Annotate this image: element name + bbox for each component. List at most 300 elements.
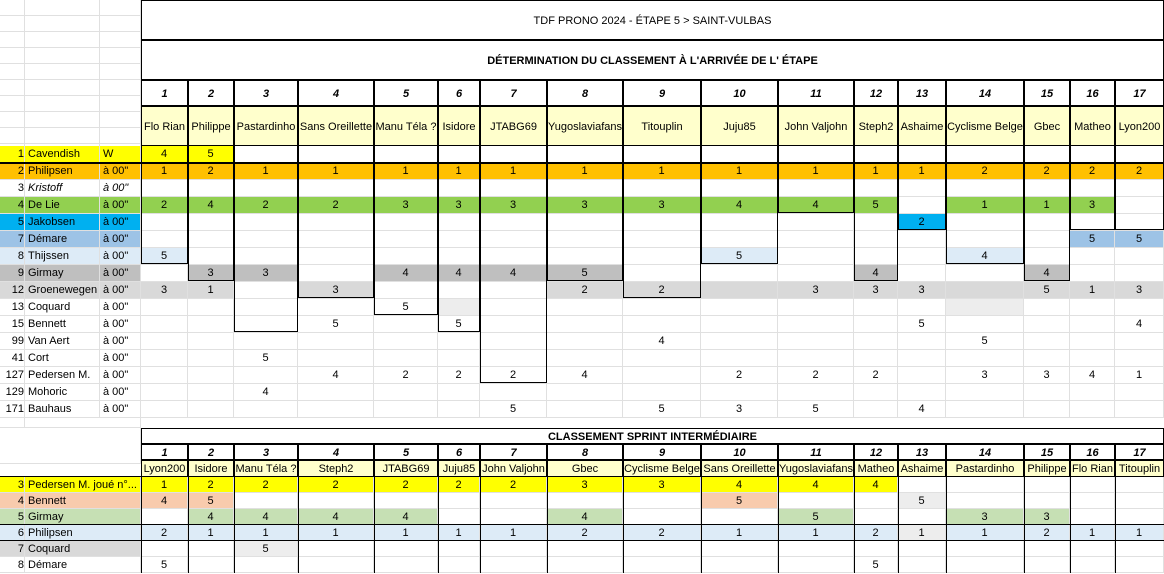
prediction-cell[interactable]: 3	[778, 282, 854, 299]
prediction-cell[interactable]: 3	[898, 282, 946, 299]
prediction-cell[interactable]	[946, 350, 1024, 367]
prediction-cell[interactable]	[778, 248, 854, 265]
prediction-cell[interactable]	[1024, 180, 1070, 197]
rider-time[interactable]: à 00"	[100, 282, 141, 299]
prediction-cell[interactable]: 1	[898, 163, 946, 180]
prediction-cell[interactable]	[1115, 265, 1164, 282]
empty-cell[interactable]	[0, 414, 25, 428]
prediction-cell[interactable]: 5	[623, 401, 701, 418]
prediction-cell[interactable]	[547, 231, 623, 248]
sprint-cell[interactable]	[623, 493, 701, 509]
player-number[interactable]: 7	[480, 80, 547, 106]
prediction-cell[interactable]	[480, 333, 547, 350]
prediction-cell[interactable]: 1	[547, 163, 623, 180]
player-name[interactable]: Pastardinho	[234, 106, 298, 146]
prediction-cell[interactable]	[854, 401, 898, 418]
prediction-cell[interactable]	[141, 299, 188, 316]
prediction-cell[interactable]	[1024, 248, 1070, 265]
player-number[interactable]: 1	[141, 80, 188, 106]
prediction-cell[interactable]: 2	[701, 367, 778, 384]
prediction-cell[interactable]	[701, 146, 778, 163]
prediction-cell[interactable]: 1	[1024, 197, 1070, 214]
prediction-cell[interactable]: 3	[1024, 367, 1070, 384]
sprint-cell[interactable]	[188, 557, 234, 573]
prediction-cell[interactable]	[1070, 248, 1115, 265]
prediction-cell[interactable]	[234, 146, 298, 163]
sprint-cell[interactable]	[946, 493, 1024, 509]
prediction-cell[interactable]: 1	[778, 163, 854, 180]
rider-number[interactable]: 171	[0, 401, 25, 418]
sprint-rider-name[interactable]: Bennett	[25, 493, 141, 509]
prediction-cell[interactable]	[141, 384, 188, 401]
prediction-cell[interactable]	[1115, 146, 1164, 163]
prediction-cell[interactable]	[141, 401, 188, 418]
player-number[interactable]: 2	[188, 80, 234, 106]
prediction-cell[interactable]: 3	[1070, 197, 1115, 214]
player-number[interactable]: 9	[623, 80, 701, 106]
rider-time[interactable]: à 00"	[100, 214, 141, 231]
prediction-cell[interactable]	[1115, 248, 1164, 265]
player-name[interactable]: Manu Téla ?	[374, 106, 438, 146]
prediction-cell[interactable]	[234, 180, 298, 197]
prediction-cell[interactable]: 1	[141, 163, 188, 180]
rider-name[interactable]: Coquard	[25, 299, 100, 316]
prediction-cell[interactable]	[701, 265, 778, 282]
sprint-cell[interactable]	[234, 493, 298, 509]
prediction-cell[interactable]: 2	[1024, 163, 1070, 180]
sprint-cell[interactable]	[854, 541, 898, 557]
player-name[interactable]: Philippe	[188, 106, 234, 146]
prediction-cell[interactable]: 1	[298, 163, 374, 180]
prediction-cell[interactable]	[1070, 384, 1115, 401]
player-name[interactable]: Juju85	[701, 106, 778, 146]
sprint-cell[interactable]: 2	[188, 477, 234, 493]
prediction-cell[interactable]	[1115, 401, 1164, 418]
rider-name[interactable]: Cort	[25, 350, 100, 367]
rider-number[interactable]: 3	[0, 180, 25, 197]
sprint-player-name[interactable]: Ashaime	[898, 460, 946, 477]
prediction-cell[interactable]: 3	[234, 265, 298, 282]
rider-number[interactable]: 2	[0, 163, 25, 180]
sprint-cell[interactable]: 1	[438, 525, 480, 541]
sprint-cell[interactable]: 1	[298, 525, 374, 541]
prediction-cell[interactable]	[623, 146, 701, 163]
prediction-cell[interactable]	[778, 350, 854, 367]
sprint-title[interactable]: CLASSEMENT SPRINT INTERMÉDIAIRE	[141, 428, 1164, 444]
prediction-cell[interactable]	[234, 333, 298, 350]
sprint-rider-number[interactable]: 3	[0, 477, 25, 493]
prediction-cell[interactable]: 3	[298, 282, 374, 299]
sprint-cell[interactable]	[854, 509, 898, 525]
prediction-cell[interactable]	[623, 384, 701, 401]
sprint-rider-name[interactable]: Démare	[25, 557, 141, 573]
prediction-cell[interactable]	[623, 214, 701, 231]
empty-cell[interactable]	[25, 48, 100, 64]
prediction-cell[interactable]: 3	[188, 265, 234, 282]
prediction-cell[interactable]	[898, 197, 946, 214]
sprint-player-name[interactable]: Matheo	[854, 460, 898, 477]
empty-cell[interactable]	[25, 16, 100, 32]
sheet-title[interactable]: TDF PRONO 2024 - ÉTAPE 5 > SAINT-VULBAS	[141, 0, 1164, 40]
sprint-player-number[interactable]: 15	[1024, 444, 1070, 460]
rider-name[interactable]: Philipsen	[25, 163, 100, 180]
prediction-cell[interactable]	[298, 180, 374, 197]
player-name[interactable]: John Valjohn	[778, 106, 854, 146]
rider-name[interactable]: Van Aert	[25, 333, 100, 350]
prediction-cell[interactable]	[1024, 146, 1070, 163]
rider-time[interactable]: à 00"	[100, 163, 141, 180]
sprint-cell[interactable]: 2	[1024, 525, 1070, 541]
prediction-cell[interactable]	[1070, 265, 1115, 282]
prediction-cell[interactable]: 4	[1024, 265, 1070, 282]
rider-name[interactable]: Cavendish	[25, 146, 100, 163]
prediction-cell[interactable]	[898, 367, 946, 384]
prediction-cell[interactable]	[778, 265, 854, 282]
player-number[interactable]: 5	[374, 80, 438, 106]
sprint-cell[interactable]	[547, 557, 623, 573]
empty-cell[interactable]	[100, 16, 141, 32]
prediction-cell[interactable]	[854, 214, 898, 231]
sprint-player-number[interactable]: 12	[854, 444, 898, 460]
sprint-cell[interactable]	[1115, 557, 1164, 573]
prediction-cell[interactable]	[141, 180, 188, 197]
prediction-cell[interactable]	[701, 350, 778, 367]
prediction-cell[interactable]	[438, 214, 480, 231]
prediction-cell[interactable]	[141, 265, 188, 282]
player-number[interactable]: 13	[898, 80, 946, 106]
rider-name[interactable]: Thijssen	[25, 248, 100, 265]
prediction-cell[interactable]	[298, 350, 374, 367]
sprint-cell[interactable]	[1024, 493, 1070, 509]
sprint-player-number[interactable]: 3	[234, 444, 298, 460]
empty-cell[interactable]	[25, 64, 100, 80]
sprint-player-name[interactable]: Lyon200	[141, 460, 188, 477]
sprint-cell[interactable]	[480, 509, 547, 525]
prediction-cell[interactable]	[946, 384, 1024, 401]
prediction-cell[interactable]: 3	[1115, 282, 1164, 299]
prediction-cell[interactable]	[480, 316, 547, 333]
sprint-cell[interactable]	[374, 557, 438, 573]
prediction-cell[interactable]	[623, 248, 701, 265]
prediction-cell[interactable]: 3	[623, 197, 701, 214]
sprint-player-number[interactable]: 10	[701, 444, 778, 460]
sprint-cell[interactable]	[374, 493, 438, 509]
prediction-cell[interactable]: 1	[854, 163, 898, 180]
prediction-cell[interactable]: 4	[438, 265, 480, 282]
prediction-cell[interactable]	[1070, 333, 1115, 350]
player-name[interactable]: Isidore	[438, 106, 480, 146]
sprint-cell[interactable]: 2	[234, 477, 298, 493]
prediction-cell[interactable]	[374, 384, 438, 401]
prediction-cell[interactable]: 5	[1070, 231, 1115, 248]
prediction-cell[interactable]: 5	[141, 248, 188, 265]
sprint-rider-name[interactable]: Girmay	[25, 509, 141, 525]
sprint-player-name[interactable]: Titouplin	[1115, 460, 1164, 477]
prediction-cell[interactable]	[298, 384, 374, 401]
prediction-cell[interactable]	[701, 384, 778, 401]
prediction-cell[interactable]	[188, 248, 234, 265]
sprint-cell[interactable]	[854, 493, 898, 509]
sprint-player-name[interactable]: Gbec	[547, 460, 623, 477]
sprint-player-number[interactable]: 9	[623, 444, 701, 460]
prediction-cell[interactable]	[141, 316, 188, 333]
sprint-cell[interactable]: 1	[1115, 525, 1164, 541]
sprint-cell[interactable]	[778, 493, 854, 509]
prediction-cell[interactable]	[946, 146, 1024, 163]
sprint-player-name[interactable]: Juju85	[438, 460, 480, 477]
prediction-cell[interactable]	[480, 180, 547, 197]
prediction-cell[interactable]: 4	[188, 197, 234, 214]
sprint-cell[interactable]	[1070, 493, 1115, 509]
prediction-cell[interactable]	[188, 401, 234, 418]
rider-number[interactable]: 1	[0, 146, 25, 163]
sprint-cell[interactable]: 5	[778, 509, 854, 525]
prediction-cell[interactable]: 4	[298, 367, 374, 384]
player-name[interactable]: Sans Oreillette	[298, 106, 374, 146]
sprint-cell[interactable]: 2	[438, 477, 480, 493]
sprint-cell[interactable]	[298, 557, 374, 573]
sprint-player-number[interactable]: 14	[946, 444, 1024, 460]
sprint-player-number[interactable]: 7	[480, 444, 547, 460]
prediction-cell[interactable]	[234, 248, 298, 265]
rider-time[interactable]: à 00"	[100, 401, 141, 418]
prediction-cell[interactable]	[374, 248, 438, 265]
prediction-cell[interactable]	[623, 180, 701, 197]
empty-cell[interactable]	[100, 48, 141, 64]
sprint-cell[interactable]	[1115, 477, 1164, 493]
prediction-cell[interactable]	[898, 333, 946, 350]
rider-time[interactable]: à 00"	[100, 180, 141, 197]
sprint-cell[interactable]	[141, 541, 188, 557]
empty-cell[interactable]	[25, 112, 100, 128]
prediction-cell[interactable]: 2	[1070, 163, 1115, 180]
sprint-player-name[interactable]: Steph2	[298, 460, 374, 477]
sprint-cell[interactable]: 1	[778, 525, 854, 541]
prediction-cell[interactable]: 5	[898, 316, 946, 333]
empty-cell[interactable]	[0, 16, 25, 32]
prediction-cell[interactable]	[298, 146, 374, 163]
prediction-cell[interactable]	[438, 401, 480, 418]
empty-cell[interactable]	[0, 96, 25, 112]
prediction-cell[interactable]	[298, 214, 374, 231]
sprint-cell[interactable]	[1070, 557, 1115, 573]
prediction-cell[interactable]	[623, 316, 701, 333]
rider-number[interactable]: 129	[0, 384, 25, 401]
prediction-cell[interactable]: 5	[547, 265, 623, 282]
sprint-cell[interactable]: 1	[898, 525, 946, 541]
sprint-cell[interactable]: 2	[374, 477, 438, 493]
prediction-cell[interactable]: 4	[1115, 316, 1164, 333]
prediction-cell[interactable]	[438, 180, 480, 197]
prediction-cell[interactable]: 5	[701, 248, 778, 265]
player-name[interactable]: Gbec	[1024, 106, 1070, 146]
rider-time[interactable]: à 00"	[100, 350, 141, 367]
prediction-cell[interactable]	[898, 231, 946, 248]
empty-cell[interactable]	[100, 128, 141, 144]
rider-name[interactable]: De Lie	[25, 197, 100, 214]
prediction-cell[interactable]	[438, 333, 480, 350]
empty-cell[interactable]	[0, 428, 141, 464]
sprint-cell[interactable]: 4	[298, 509, 374, 525]
empty-cell[interactable]	[0, 48, 25, 64]
prediction-cell[interactable]: 3	[854, 282, 898, 299]
prediction-cell[interactable]	[854, 180, 898, 197]
prediction-cell[interactable]	[623, 299, 701, 316]
prediction-cell[interactable]	[778, 146, 854, 163]
prediction-cell[interactable]	[946, 299, 1024, 316]
sprint-cell[interactable]	[623, 541, 701, 557]
prediction-cell[interactable]	[374, 282, 438, 299]
prediction-cell[interactable]	[701, 214, 778, 231]
prediction-cell[interactable]	[854, 299, 898, 316]
sprint-cell[interactable]: 5	[188, 493, 234, 509]
sprint-player-name[interactable]: Yugoslaviafans	[778, 460, 854, 477]
sprint-player-name[interactable]: Cyclisme Belge	[623, 460, 701, 477]
prediction-cell[interactable]: 2	[778, 367, 854, 384]
prediction-cell[interactable]: 1	[701, 163, 778, 180]
player-number[interactable]: 15	[1024, 80, 1070, 106]
rider-name[interactable]: Groenewegen	[25, 282, 100, 299]
rider-time[interactable]: à 00"	[100, 231, 141, 248]
empty-cell[interactable]	[100, 64, 141, 80]
prediction-cell[interactable]	[480, 299, 547, 316]
sprint-rider-number[interactable]: 4	[0, 493, 25, 509]
rider-number[interactable]: 99	[0, 333, 25, 350]
prediction-cell[interactable]	[141, 350, 188, 367]
sprint-cell[interactable]: 5	[234, 541, 298, 557]
sprint-cell[interactable]: 5	[141, 557, 188, 573]
player-number[interactable]: 12	[854, 80, 898, 106]
prediction-cell[interactable]: 5	[854, 197, 898, 214]
sprint-cell[interactable]	[778, 557, 854, 573]
sprint-cell[interactable]	[701, 541, 778, 557]
sprint-rider-number[interactable]: 8	[0, 557, 25, 573]
sprint-player-number[interactable]: 17	[1115, 444, 1164, 460]
prediction-cell[interactable]	[701, 316, 778, 333]
sprint-cell[interactable]: 1	[480, 525, 547, 541]
prediction-cell[interactable]	[374, 350, 438, 367]
sprint-cell[interactable]	[547, 541, 623, 557]
sprint-player-name[interactable]: Philippe	[1024, 460, 1070, 477]
sprint-cell[interactable]	[141, 509, 188, 525]
empty-cell[interactable]	[25, 414, 141, 428]
sprint-cell[interactable]	[547, 493, 623, 509]
rider-number[interactable]: 13	[0, 299, 25, 316]
prediction-cell[interactable]	[480, 350, 547, 367]
prediction-cell[interactable]	[778, 231, 854, 248]
prediction-cell[interactable]	[188, 367, 234, 384]
prediction-cell[interactable]: 2	[898, 214, 946, 231]
sprint-cell[interactable]	[438, 541, 480, 557]
sprint-cell[interactable]: 1	[188, 525, 234, 541]
sprint-player-number[interactable]: 13	[898, 444, 946, 460]
prediction-cell[interactable]: 2	[623, 282, 701, 299]
sprint-cell[interactable]	[188, 541, 234, 557]
prediction-cell[interactable]: 2	[1115, 163, 1164, 180]
prediction-cell[interactable]	[188, 316, 234, 333]
sprint-cell[interactable]: 4	[141, 493, 188, 509]
sprint-player-name[interactable]: Manu Téla ?	[234, 460, 298, 477]
empty-cell[interactable]	[0, 112, 25, 128]
prediction-cell[interactable]: 5	[946, 333, 1024, 350]
prediction-cell[interactable]	[1024, 214, 1070, 231]
sprint-cell[interactable]	[623, 557, 701, 573]
prediction-cell[interactable]	[188, 333, 234, 350]
prediction-cell[interactable]	[374, 214, 438, 231]
prediction-cell[interactable]: 1	[480, 163, 547, 180]
sprint-cell[interactable]	[898, 541, 946, 557]
prediction-cell[interactable]	[141, 214, 188, 231]
prediction-cell[interactable]: 3	[374, 197, 438, 214]
prediction-cell[interactable]: 5	[1115, 231, 1164, 248]
prediction-cell[interactable]	[946, 401, 1024, 418]
player-number[interactable]: 8	[547, 80, 623, 106]
prediction-cell[interactable]	[438, 282, 480, 299]
prediction-cell[interactable]	[480, 214, 547, 231]
rider-number[interactable]: 5	[0, 214, 25, 231]
prediction-cell[interactable]	[1115, 333, 1164, 350]
sprint-cell[interactable]	[480, 557, 547, 573]
prediction-cell[interactable]	[234, 401, 298, 418]
prediction-cell[interactable]: 2	[374, 367, 438, 384]
prediction-cell[interactable]: 5	[778, 401, 854, 418]
sprint-cell[interactable]	[298, 493, 374, 509]
prediction-cell[interactable]	[1115, 197, 1164, 214]
prediction-cell[interactable]	[188, 214, 234, 231]
sprint-cell[interactable]	[1070, 509, 1115, 525]
prediction-cell[interactable]: 2	[854, 367, 898, 384]
sprint-cell[interactable]: 3	[1024, 509, 1070, 525]
prediction-cell[interactable]	[946, 231, 1024, 248]
prediction-cell[interactable]: 3	[480, 197, 547, 214]
prediction-cell[interactable]	[438, 231, 480, 248]
prediction-cell[interactable]	[898, 146, 946, 163]
prediction-cell[interactable]	[623, 350, 701, 367]
prediction-cell[interactable]: 1	[438, 163, 480, 180]
prediction-cell[interactable]: 4	[701, 197, 778, 214]
prediction-cell[interactable]	[854, 384, 898, 401]
sprint-player-name[interactable]: Sans Oreillette	[701, 460, 778, 477]
prediction-cell[interactable]	[547, 350, 623, 367]
prediction-cell[interactable]: 3	[141, 282, 188, 299]
prediction-cell[interactable]	[480, 231, 547, 248]
sprint-rider-name[interactable]: Pedersen M. joué n°...	[25, 477, 141, 493]
player-number[interactable]: 3	[234, 80, 298, 106]
sprint-cell[interactable]: 3	[946, 509, 1024, 525]
prediction-cell[interactable]: 1	[623, 163, 701, 180]
sprint-cell[interactable]	[946, 557, 1024, 573]
player-name[interactable]: Cyclisme Belge	[946, 106, 1024, 146]
prediction-cell[interactable]	[701, 231, 778, 248]
sprint-cell[interactable]	[1070, 541, 1115, 557]
prediction-cell[interactable]	[547, 214, 623, 231]
sprint-cell[interactable]	[298, 541, 374, 557]
rider-number[interactable]: 41	[0, 350, 25, 367]
prediction-cell[interactable]	[854, 350, 898, 367]
prediction-cell[interactable]	[946, 265, 1024, 282]
sprint-cell[interactable]	[778, 541, 854, 557]
prediction-cell[interactable]: 2	[946, 163, 1024, 180]
player-name[interactable]: Titouplin	[623, 106, 701, 146]
prediction-cell[interactable]: 4	[854, 265, 898, 282]
sprint-cell[interactable]	[438, 509, 480, 525]
sprint-cell[interactable]: 4	[778, 477, 854, 493]
empty-cell[interactable]	[0, 0, 25, 16]
prediction-cell[interactable]	[1024, 350, 1070, 367]
sprint-player-number[interactable]: 1	[141, 444, 188, 460]
rider-name[interactable]: Bauhaus	[25, 401, 100, 418]
empty-cell[interactable]	[0, 128, 25, 144]
